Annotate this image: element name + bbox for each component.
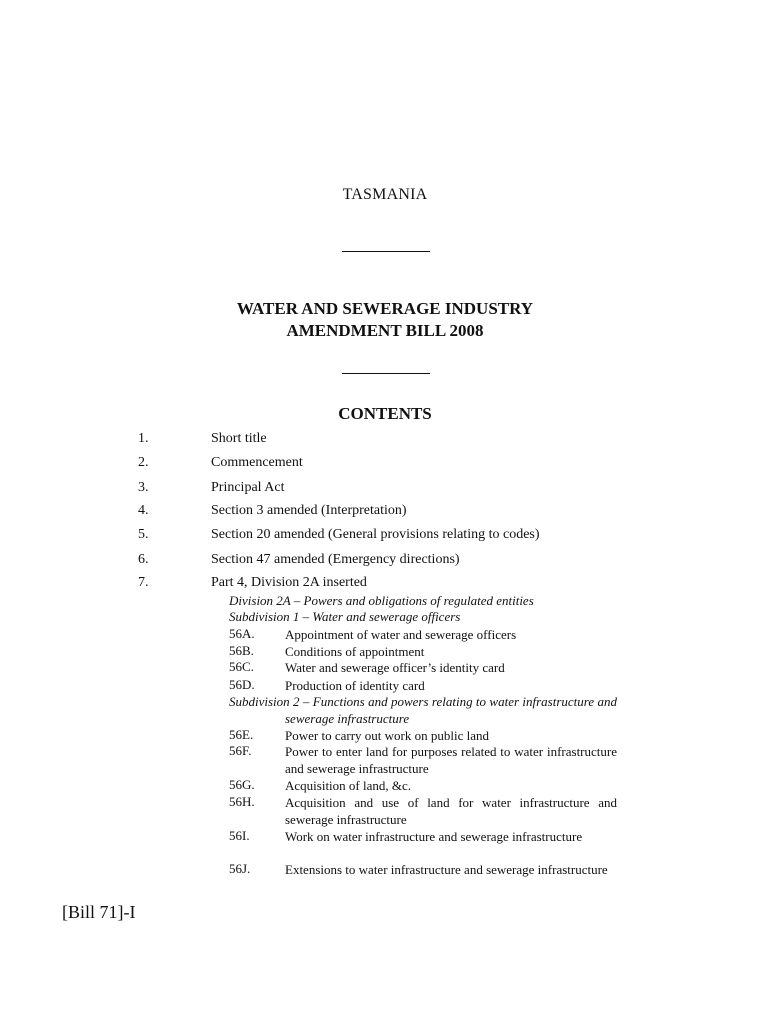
bill-title	[0, 298, 770, 342]
section-entry: Appointment of water and sewerage officers	[285, 627, 517, 642]
section-entry: Power to enter land for purposes related to water infrastructure and sewerage infrastructure	[285, 744, 617, 776]
toc-number: 7.	[138, 575, 149, 590]
toc-number: 4.	[138, 503, 149, 518]
section-entry: Extensions to water infrastructure and sewerage infrastructure	[285, 862, 608, 877]
section-number: 56B.	[229, 643, 254, 658]
toc-entry: Commencement	[211, 455, 303, 470]
separator-rule	[342, 373, 430, 374]
toc-entry: Short title	[211, 431, 267, 446]
section-entry: Production of identity card	[285, 678, 425, 693]
section-number: 56I.	[229, 828, 250, 843]
toc-number: 6.	[138, 552, 149, 567]
separator-rule	[342, 251, 430, 252]
section-entry: Acquisition and use of land for water infrastructure and sewerage infrastructure	[285, 795, 617, 827]
section-number: 56H.	[229, 794, 255, 809]
section-entry: Power to carry out work on public land	[285, 728, 489, 743]
section-number: 56E.	[229, 727, 254, 742]
toc-number: 1.	[138, 431, 149, 446]
subdivision-heading-text: Subdivision 2 – Functions and powers relating to water infrastructure and sewerage infrastructure	[229, 694, 617, 726]
toc-number: 3.	[138, 480, 149, 495]
section-number: 56D.	[229, 677, 255, 692]
division-heading: Division 2A – Powers and obligations of regulated entities	[229, 593, 534, 608]
subdivision-heading: Subdivision 1 – Water and sewerage officers	[229, 609, 461, 624]
toc-entry: Section 47 amended (Emergency directions)	[211, 552, 460, 567]
jurisdiction-heading: TASMANIA	[342, 186, 428, 203]
toc-number: 5.	[138, 527, 149, 542]
section-number: 56F.	[229, 743, 252, 758]
section-number: 56J.	[229, 861, 251, 876]
toc-entry: Principal Act	[211, 480, 285, 495]
section-number: 56C.	[229, 659, 254, 674]
contents-heading: CONTENTS	[338, 404, 432, 423]
section-number: 56G.	[229, 777, 255, 792]
section-entry: Work on water infrastructure and sewerage infrastructure	[285, 829, 583, 844]
toc-entry: Section 20 amended (General provisions relating to codes)	[211, 527, 540, 542]
subdivision-heading	[229, 693, 617, 727]
toc-entry: Part 4, Division 2A inserted	[211, 575, 367, 590]
section-entry: Conditions of appointment	[285, 644, 425, 659]
toc-entry: Section 3 amended (Interpretation)	[211, 503, 407, 518]
toc-number: 2.	[138, 455, 149, 470]
section-entry: Water and sewerage officer’s identity card	[285, 660, 505, 675]
section-entry: Acquisition of land, &c.	[285, 778, 412, 793]
bill-reference: [Bill 71]-I	[62, 902, 136, 922]
bill-title-line-1: WATER AND SEWERAGE INDUSTRY	[236, 299, 534, 318]
bill-title-line-2: AMENDMENT BILL 2008	[286, 321, 484, 340]
section-number: 56A.	[229, 626, 255, 641]
